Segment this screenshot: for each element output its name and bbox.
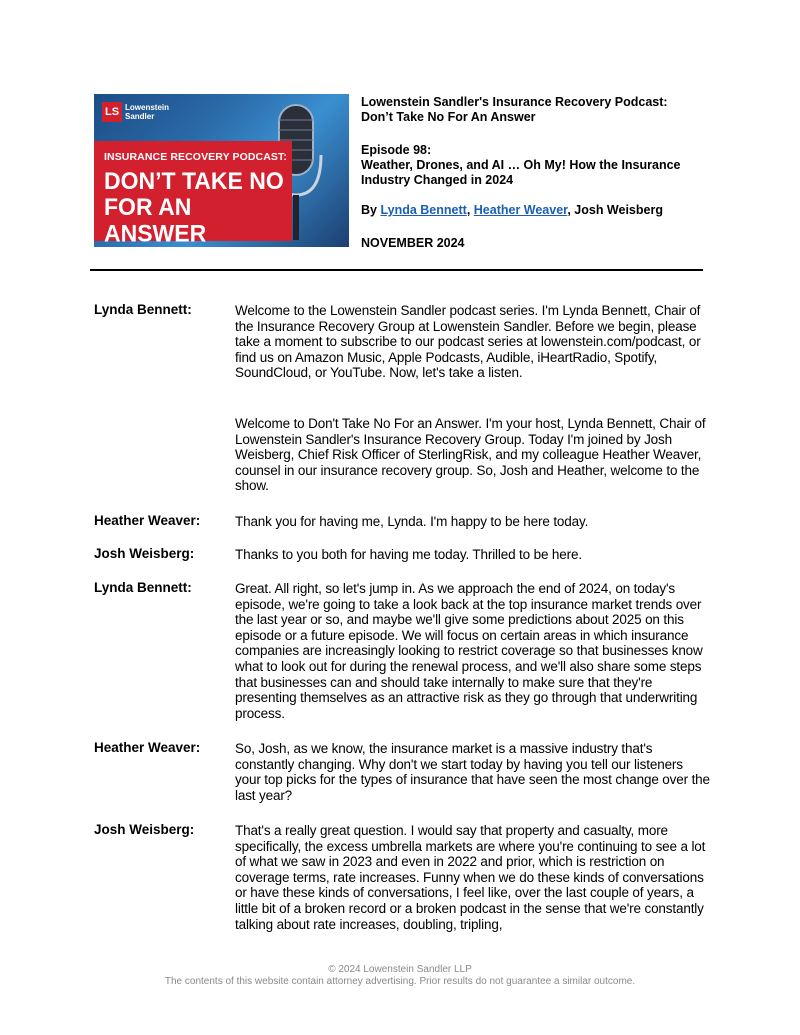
series-title: Lowenstein Sandler's Insurance Recovery Podcast: Don’t Take No For An Answer xyxy=(361,95,668,124)
transcript-paragraph: Great. All right, so let's jump in. As we approach the end of 2024, on today's episode, we're going to take a look back at the top insurance market trends over the last year or so, and maybe we'll give some predictions about 2025 on this episode or a future episode. We will focus on certain areas in which insurance companies are increasingly looking to restrict coverage so that businesses know what to look out for during the renewal process, and we'll also share some steps that businesses can and should take internally to make sure that they're presenting themselves as an attractive risk as they go through that underwriting process. xyxy=(235,581,703,721)
speaker-label: Heather Weaver: xyxy=(94,513,201,528)
episode-heading: Episode 98: Weather, Drones, and AI … Oh My! How the Insurance Industry Changed in 2024 xyxy=(361,143,681,187)
transcript-paragraph: Thanks to you both for having me today. Thrilled to be here. xyxy=(235,547,582,562)
byline: By Lynda Bennett, Heather Weaver, Josh Weisberg xyxy=(361,203,663,217)
banner-title-box xyxy=(94,141,292,247)
podcast-banner-image xyxy=(94,94,349,247)
banner-title: DON’T TAKE NO FOR AN ANSWER xyxy=(104,166,284,247)
author-link-lynda-bennett[interactable]: Lynda Bennett xyxy=(380,203,467,217)
speaker-label: Lynda Bennett: xyxy=(94,580,192,595)
author-link-heather-weaver[interactable]: Heather Weaver xyxy=(473,203,568,217)
speaker-label: Lynda Bennett: xyxy=(94,302,192,317)
transcript-paragraph: Thank you for having me, Lynda. I'm happy to be here today. xyxy=(235,514,589,529)
footer-disclaimer: The contents of this website contain attorney advertising. Prior results do not guarantee a similar outcome. xyxy=(164,976,636,987)
transcript-paragraph: So, Josh, as we know, the insurance market is a massive industry that's constantly changing. Why don't we start today by having you tell our listeners your top picks for the types of insurance that have seen the most change over the last year? xyxy=(235,741,710,803)
publish-date: NOVEMBER 2024 xyxy=(361,236,465,250)
transcript-paragraph: Welcome to the Lowenstein Sandler podcast series. I'm Lynda Bennett, Chair of the Insurance Recovery Group at Lowenstein Sandler. Before we begin, please take a moment to subscribe to our podcast series at lowenstein.com/podcast, or find us on Amazon Music, Apple Podcasts, Audible, iHeartRadio, Spotify, SoundCloud, or YouTube. Now, let's take a listen. xyxy=(235,303,701,381)
header-divider xyxy=(90,269,703,271)
firm-logo-text: Lowenstein Sandler xyxy=(125,103,170,121)
footer-copyright: © 2024 Lowenstein Sandler LLP xyxy=(328,964,472,975)
transcript-paragraph: That's a really great question. I would say that property and casualty, more specifically, the excess umbrella markets are where you're continuing to see a lot of what we saw in 2023 and even in 2022 and prior, which is restriction on coverage terms, rate increases. Funny when we do these kinds of conversations or have these kinds of conversations, I feel like, over the last couple of years, a little bit of a broken record or a broken podcast in the sense that we're constantly talking about rate increases, doubling, tripling, xyxy=(235,823,706,932)
firm-logo-mark: LS xyxy=(102,102,122,122)
speaker-label: Josh Weisberg: xyxy=(94,822,195,837)
speaker-label: Josh Weisberg: xyxy=(94,546,195,561)
transcript-paragraph: Welcome to Don't Take No For an Answer. I'm your host, Lynda Bennett, Chair of Lowenstein Sandler's Insurance Recovery Group. Today I'm joined by Josh Weisberg, Chief Risk Officer of SterlingRisk, and my colleague Heather Weaver, counsel in our insurance recovery group. So, Josh and Heather, welcome to the show. xyxy=(235,416,706,494)
banner-kicker: INSURANCE RECOVERY PODCAST: xyxy=(104,151,287,163)
speaker-label: Heather Weaver: xyxy=(94,740,201,755)
